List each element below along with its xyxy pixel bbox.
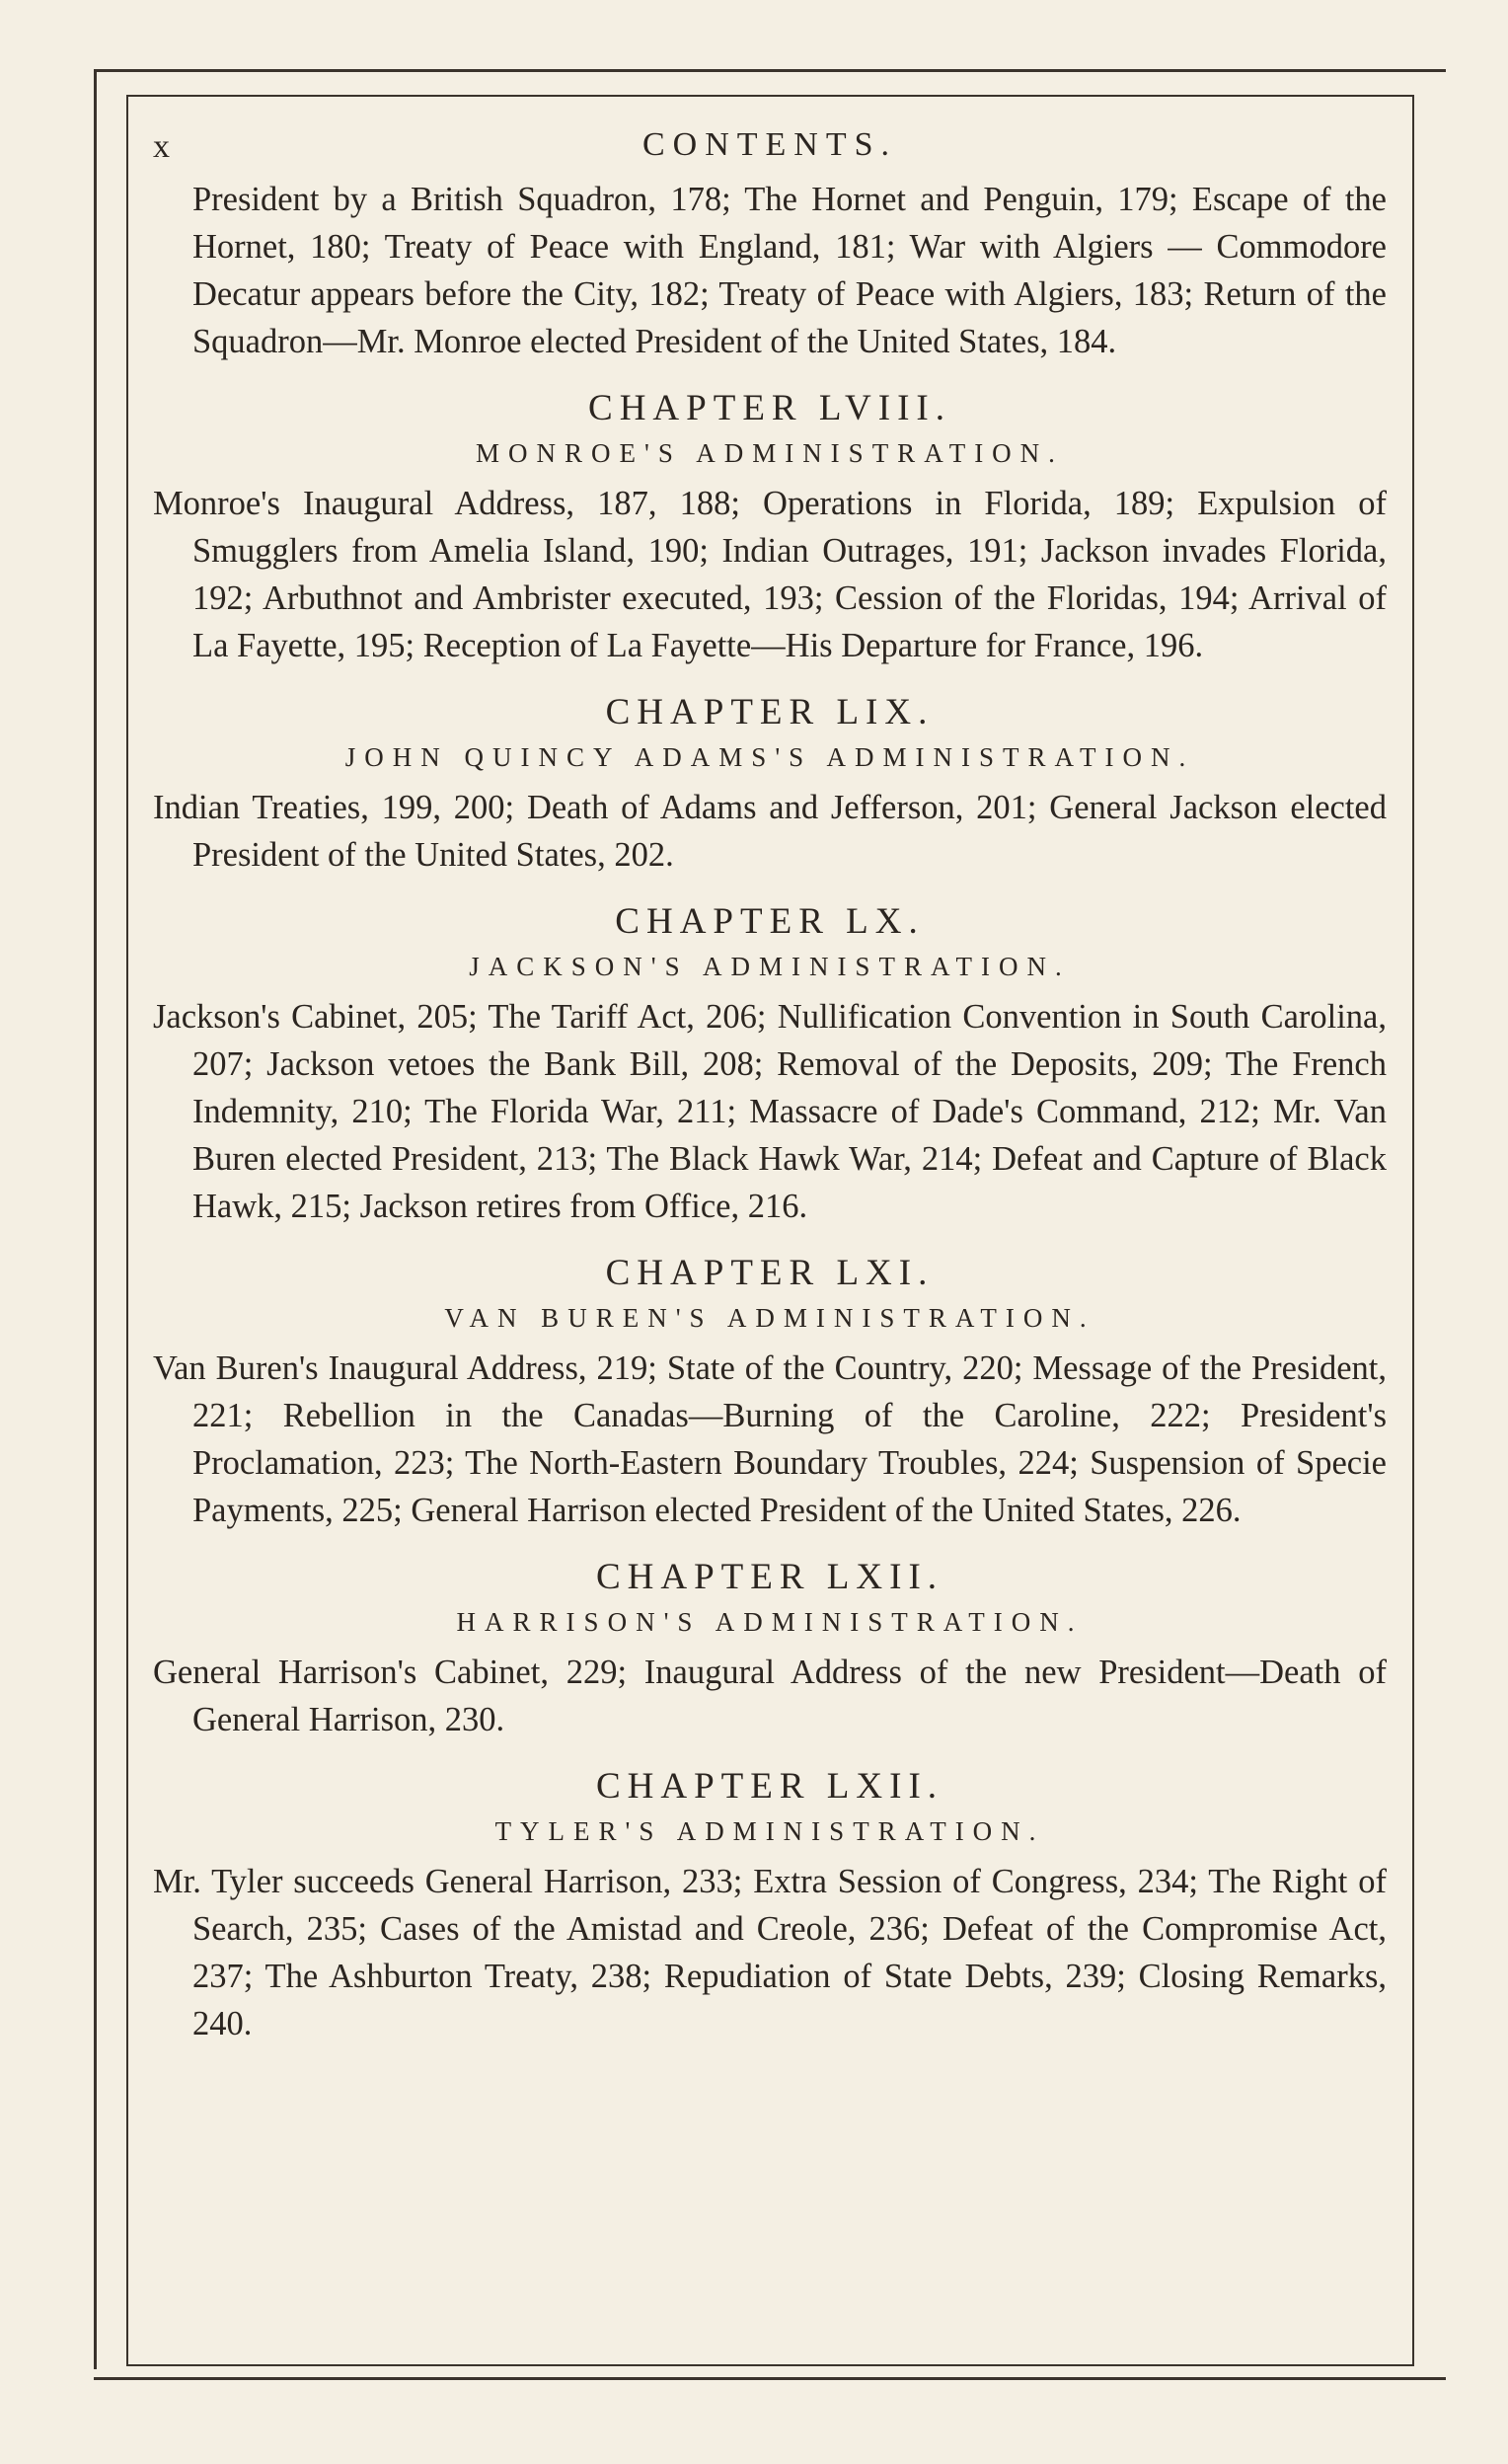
chapter-title: VAN BUREN'S ADMINISTRATION. [444, 1303, 1095, 1333]
chapter-title: MONROE'S ADMINISTRATION. [476, 438, 1064, 468]
contents-text-block [153, 116, 1387, 2047]
chapter-title: JACKSON'S ADMINISTRATION. [469, 952, 1071, 981]
chapter-entry: Indian Treaties, 199, 200; Death of Adams and Jefferson, 201; General Jackson elected President of the United States, 202. [153, 789, 1387, 874]
inner-bottom-rule [126, 2364, 1414, 2366]
inner-right-rule [1412, 95, 1414, 2365]
chapter-title: TYLER'S ADMINISTRATION. [494, 1816, 1045, 1846]
chapter-heading: CHAPTER LIX. [605, 692, 935, 732]
page-number: x [153, 128, 171, 165]
chapter-entry: General Harrison's Cabinet, 229; Inaugural Address of the new President—Death of General Harrison, 230. [153, 1654, 1387, 1738]
chapter-lix [153, 689, 1387, 879]
inner-left-rule [126, 95, 128, 2365]
running-head [153, 116, 1387, 176]
chapter-lviii [153, 385, 1387, 669]
chapter-entry: Monroe's Inaugural Address, 187, 188; Operations in Florida, 189; Expulsion of Smugglers from Amelia Island, 190; Indian Outrages, 191; Jackson invades Florida, 192; Arbuthnot and Ambrister executed, 193; Cession of the Floridas, 194; Arrival of La Fayette, 195; Reception of La Fayette—His Departure for France, 196. [153, 485, 1387, 664]
chapter-heading: CHAPTER LX. [615, 901, 925, 942]
chapter-entry: Jackson's Cabinet, 205; The Tariff Act, 206; Nullification Convention in South Carolina, 207; Jackson vetoes the Bank Bill, 208; Removal of the Deposits, 209; The French Indemnity, 210; The Florida War, 211; Massacre of Dade's Command, 212; Mr. Van Buren elected President, 213; The Black Hawk War, 214; Defeat and Capture of Black Hawk, 215; Jackson retires from Office, 216. [153, 998, 1387, 1225]
chapter-lxii-tyler [153, 1763, 1387, 2047]
chapter-lx [153, 898, 1387, 1230]
chapter-title: JOHN QUINCY ADAMS'S ADMINISTRATION. [344, 742, 1195, 772]
inner-top-rule [126, 95, 1414, 97]
chapter-heading: CHAPTER LXII. [595, 1766, 944, 1807]
chapter-heading: CHAPTER LXI. [605, 1253, 935, 1293]
chapter-lxii-harrison [153, 1554, 1387, 1743]
intro-entry: President by a British Squadron, 178; The Hornet and Penguin, 179; Escape of the Hornet, 180; Treaty of Peace with England, 181; War with Algiers — Commodore Decatur appears before the City, 182; Treaty of Peace with Algiers, 183; Return of the Squadron—Mr. Monroe elected President of the United States, 184. [192, 181, 1387, 360]
outer-bottom-rule [94, 2377, 1446, 2380]
chapter-title: HARRISON'S ADMINISTRATION. [456, 1607, 1084, 1637]
chapter-entry: Mr. Tyler succeeds General Harrison, 233; Extra Session of Congress, 234; The Right of Search, 235; Cases of the Amistad and Creole, 236; Defeat of the Compromise Act, 237; The Ashburton Treaty, 238; Repudiation of State Debts, 239; Closing Remarks, 240. [153, 1863, 1387, 2042]
outer-top-rule [94, 69, 1446, 72]
chapter-heading: CHAPTER LXII. [595, 1557, 944, 1597]
chapter-lxi [153, 1250, 1387, 1534]
chapter-heading: CHAPTER LVIII. [588, 388, 951, 428]
page-title: CONTENTS. [641, 126, 898, 163]
chapter-entry: Van Buren's Inaugural Address, 219; State of the Country, 220; Message of the President, 221; Rebellion in the Canadas—Burning of the Caroline, 222; President's Proclamation, 223; The North-Eastern Boundary Troubles, 224; Suspension of Specie Payments, 225; General Harrison elected President of the United States, 226. [153, 1349, 1387, 1529]
outer-left-rule [94, 69, 97, 2369]
